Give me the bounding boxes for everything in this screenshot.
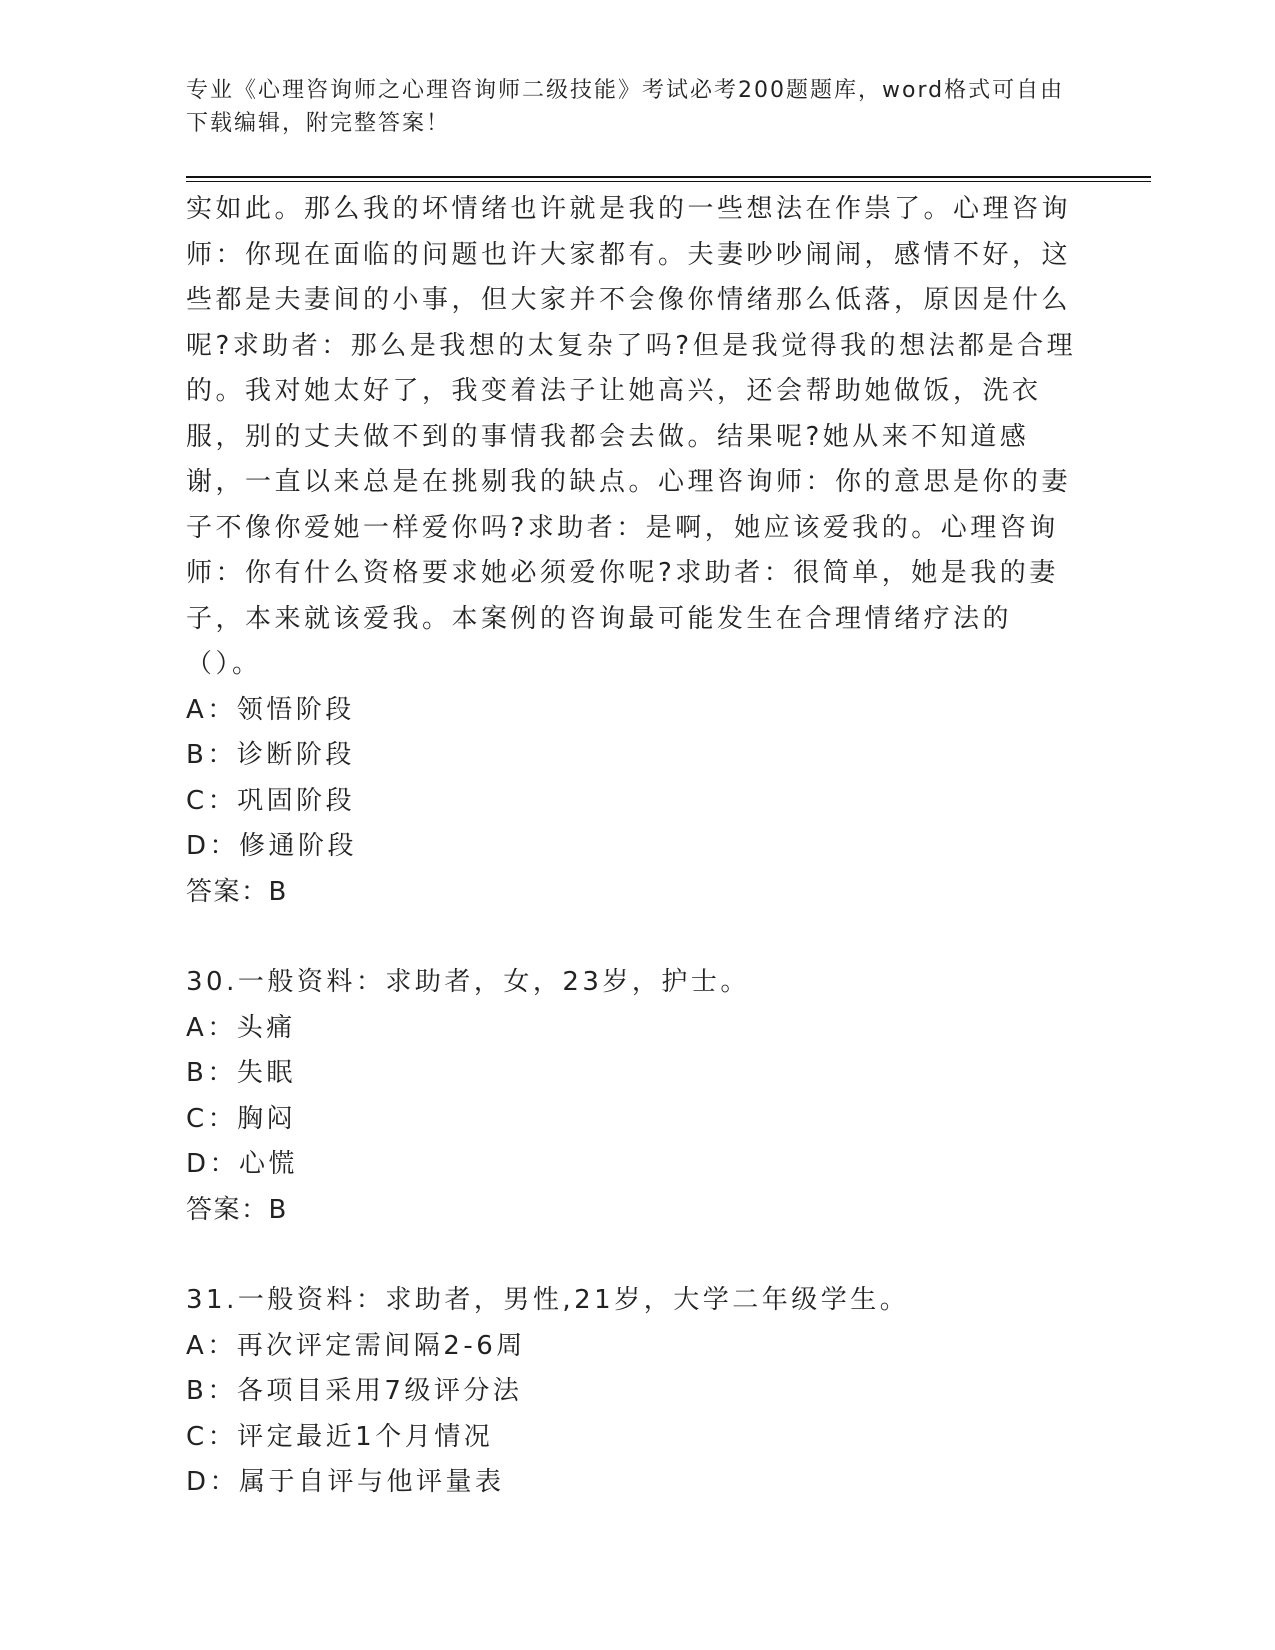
q30-option-b: B：失眠 — [186, 1058, 296, 1088]
q30-option-a: A：头痛 — [186, 1012, 296, 1043]
question-30-title: 30.一般资料：求助者，女，23岁，护士。 — [186, 967, 750, 997]
option-a: A：领悟阶段 — [186, 694, 355, 725]
document-body — [186, 187, 1086, 1506]
q31-option-d: D：属于自评与他评量表 — [186, 1467, 505, 1497]
question-31-title: 31.一般资料：求助者，男性,21岁，大学二年级学生。 — [186, 1285, 910, 1315]
q30-answer-line: 答案：B — [186, 1194, 288, 1225]
q31-option-c: C：评定最近1个月情况 — [186, 1421, 494, 1452]
q30-option-c: C：胸闷 — [186, 1103, 297, 1134]
page-header: 专业《心理咨询师之心理咨询师二级技能》考试必考200题题库，word格式可自由下载编辑，附完整答案！ — [186, 78, 1065, 136]
q30-option-d: D：心慌 — [186, 1149, 299, 1179]
q31-option-b: B：各项目采用7级评分法 — [186, 1376, 523, 1406]
q31-option-a: A：再次评定需间隔2-6周 — [186, 1330, 526, 1361]
option-c: C：巩固阶段 — [186, 785, 356, 816]
spacer — [186, 915, 1086, 960]
question-stem-paragraph: 实如此。那么我的坏情绪也许就是我的一些想法在作祟了。心理咨询师：你现在面临的问题也许大家都有。夫妻吵吵闹闹，感情不好，这些都是夫妻间的小事，但大家并不会像你情绪那么低落，原因是什么呢?求助者：那么是我想的太复杂了吗?但是我觉得我的想法都是合理的。我对她太好了，我变着法子让她高兴，还会帮助她做饭，洗衣服，别的丈夫做不到的事情我都会去做。结果呢?她从来不知道感谢，一直以来总是在挑剔我的缺点。心理咨询师：你的意思是你的妻子不像你爱她一样爱你吗?求助者：是啊，她应该爱我的。心理咨询师：你有什么资格要求她必须爱你呢?求助者：很简单，她是我的妻子，本来就该爱我。本案例的咨询最可能发生在合理情绪疗法的（）。 — [186, 194, 1077, 679]
header-rule-thick — [186, 176, 1151, 178]
spacer — [186, 1233, 1086, 1278]
answer-line: 答案：B — [186, 876, 288, 907]
option-b: B：诊断阶段 — [186, 740, 355, 770]
header-rule-thin — [186, 181, 1151, 182]
option-d: D：修通阶段 — [186, 831, 358, 861]
